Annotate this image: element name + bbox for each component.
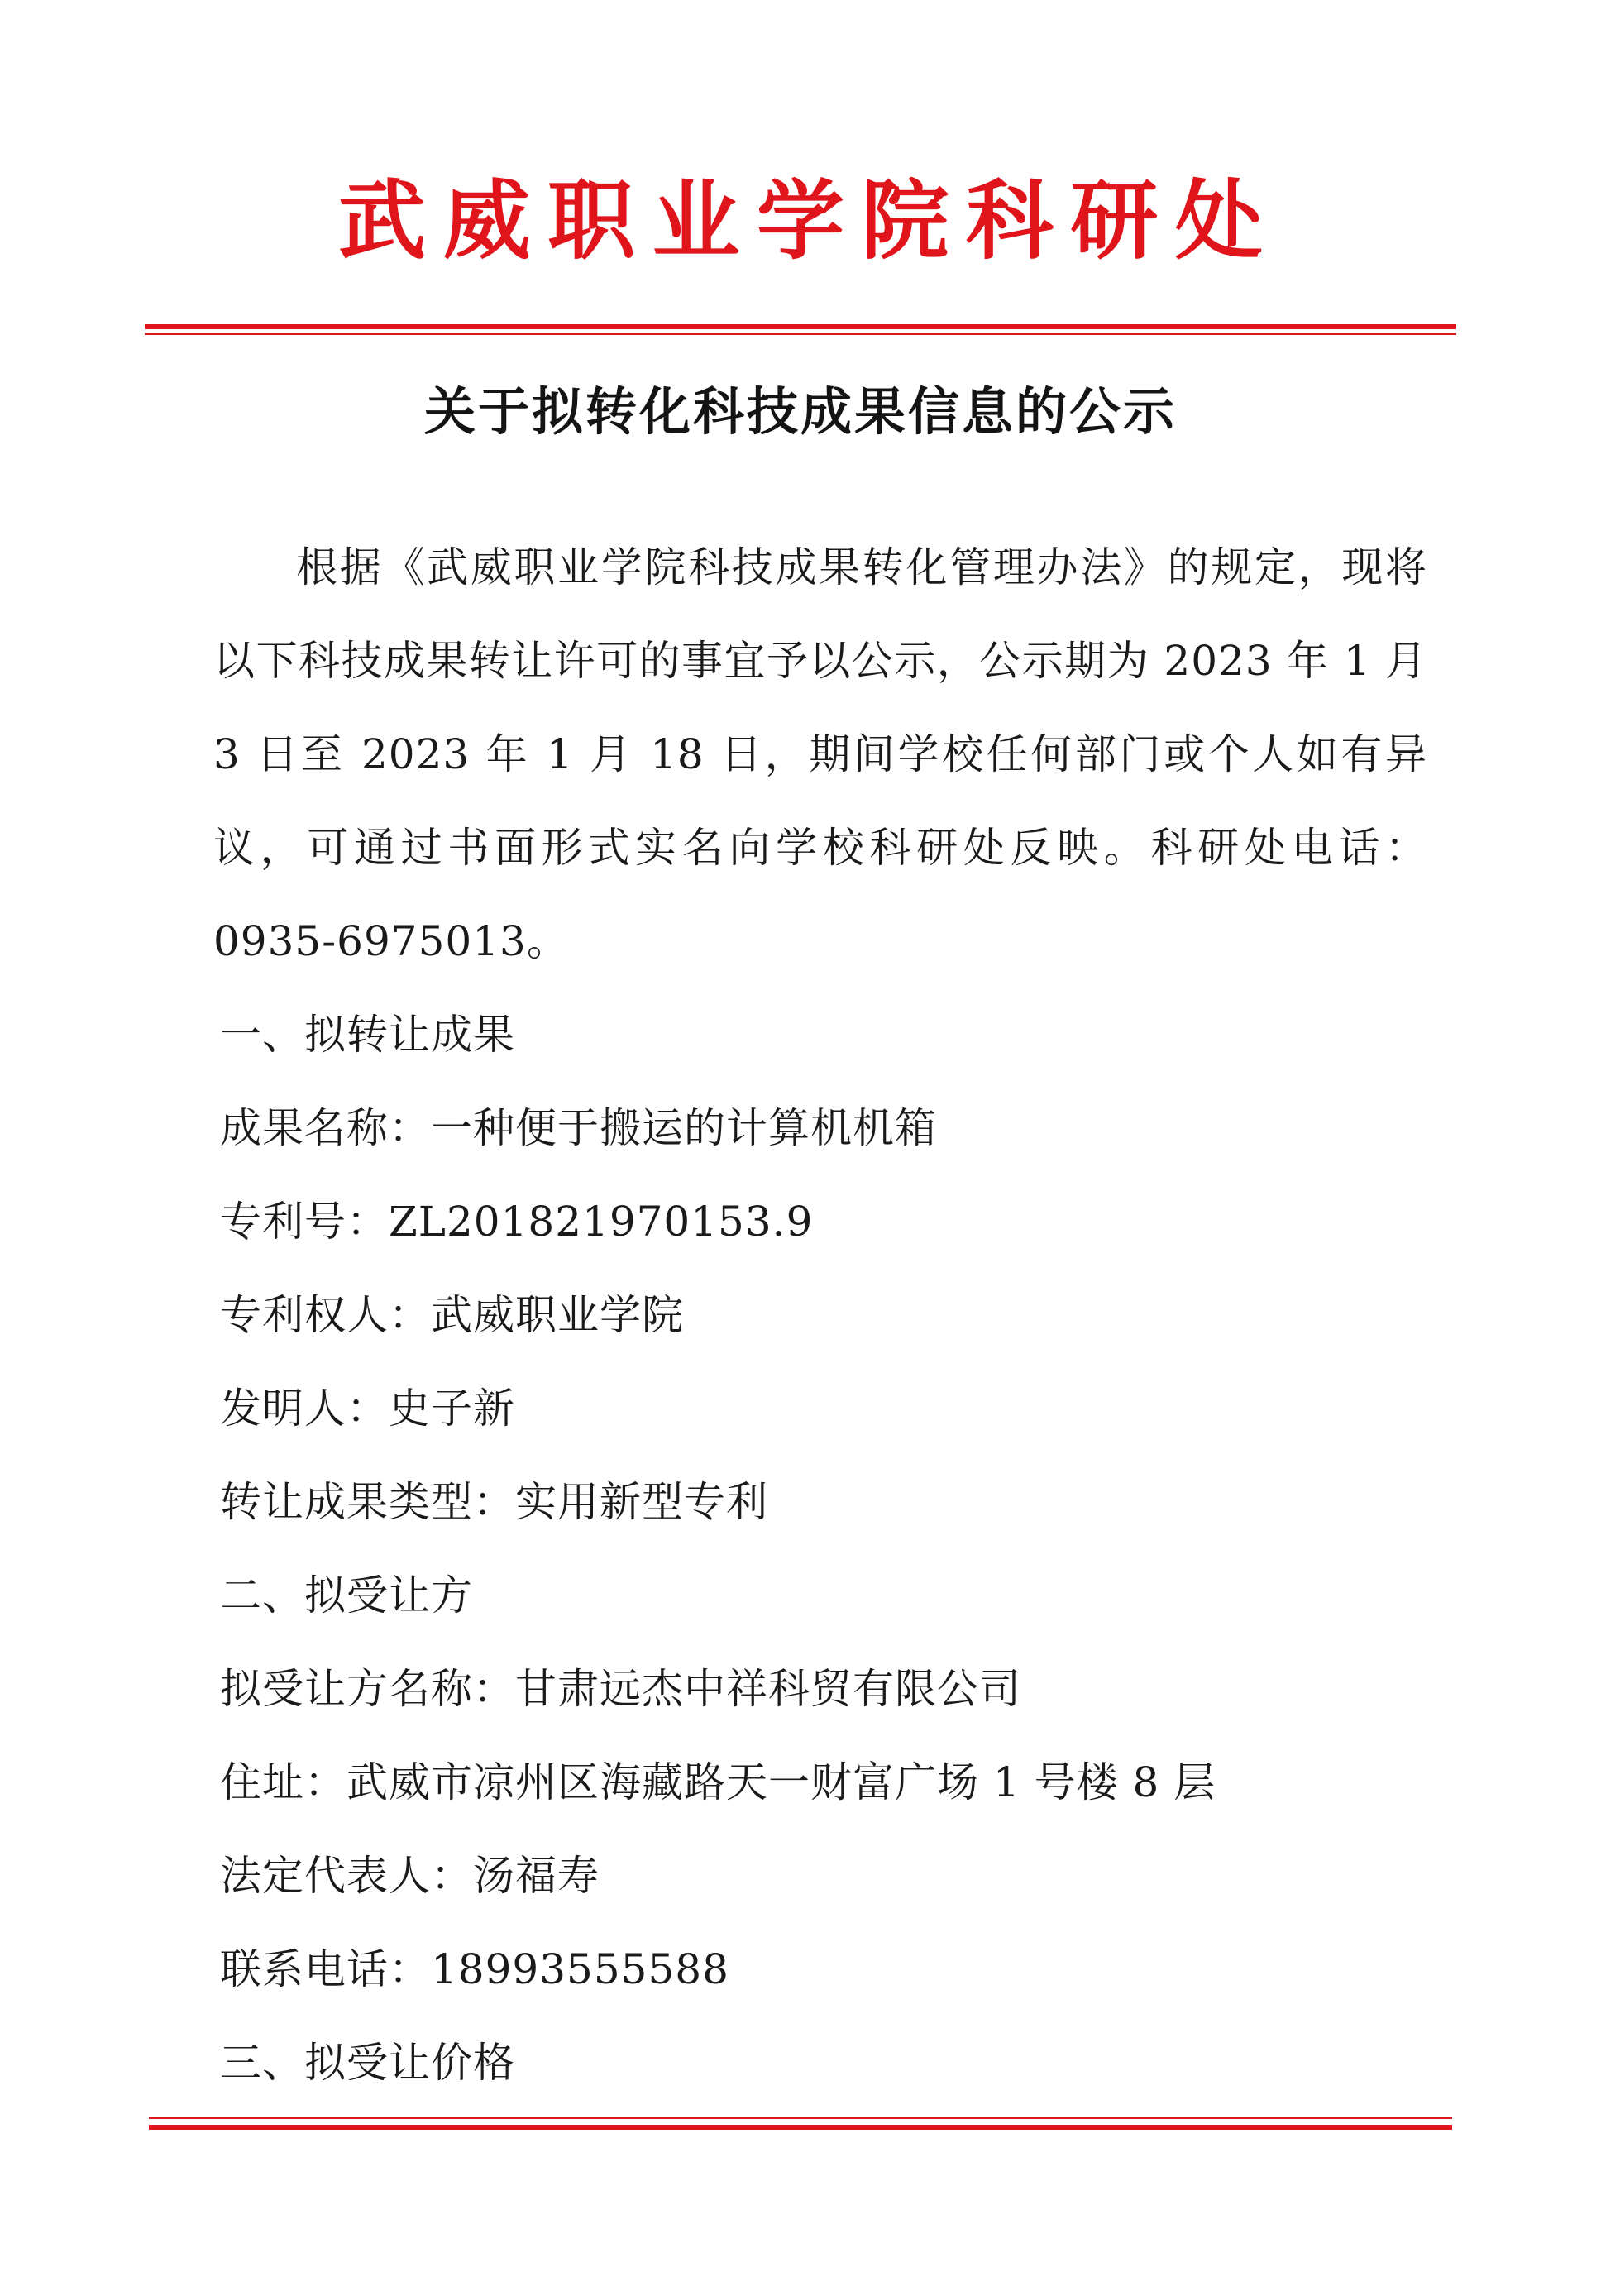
footer-divider-thick [149,2125,1452,2130]
document-body [213,521,1427,2110]
header-divider [145,324,1456,336]
intro-paragraph: 根据《武威职业学院科技成果转化管理办法》的规定，现将以下科技成果转让许可的事宜予以公示，公示期为 2023 年 1 月 3 日至 2023 年 1 月 18 日，期间学校任何部门或个人如有异议，可通过书面形式实名向学校科研处反映。科研处电话：0935-6975013。 [213,543,1427,965]
transfer-type: 转让成果类型：实用新型专利 [220,1478,768,1526]
section-heading-2: 二、拟受让方 [220,1571,473,1619]
header-divider-thick [145,324,1456,329]
patent-number: 专利号：ZL201821970153.9 [220,1198,814,1246]
inventor: 发明人：史子新 [220,1385,515,1433]
achievement-name: 成果名称：一种便于搬运的计算机机箱 [220,1104,937,1152]
page-title: 关于拟转化科技成果信息的公示 [423,381,1177,442]
section-heading-1: 一、拟转让成果 [220,1011,515,1059]
transferee-address: 住址：武威市凉州区海藏路天一财富广场 1 号楼 8 层 [220,1758,1216,1806]
patent-holder: 专利权人：武威职业学院 [220,1291,684,1339]
contact-phone: 联系电话：18993555588 [220,1945,729,1993]
header-divider-thin [145,333,1456,335]
section-heading-3: 三、拟受让价格 [220,2039,515,2087]
transferee-name: 拟受让方名称：甘肃远杰中祥科贸有限公司 [220,1665,1021,1713]
letterhead-organization: 武威职业学院科研处 [338,170,1280,271]
footer-divider [149,2117,1452,2131]
letterhead [0,170,1601,271]
legal-representative: 法定代表人：汤福寿 [220,1852,600,1900]
footer-divider-thin [149,2117,1452,2119]
